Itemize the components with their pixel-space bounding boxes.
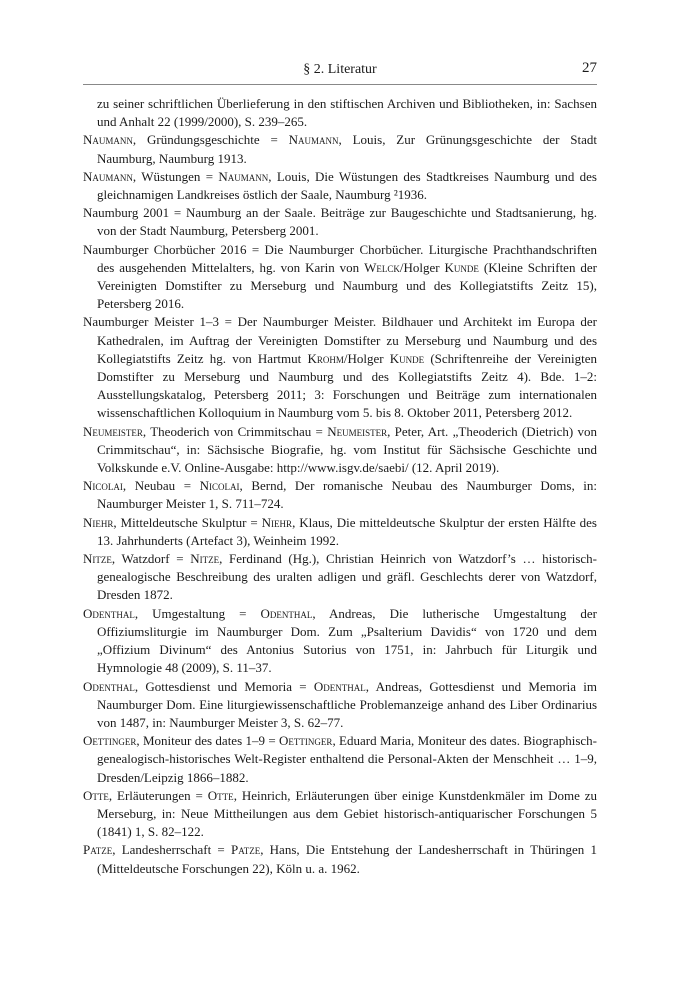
- entry-text: , Mitteldeutsche Skulptur =: [113, 514, 262, 530]
- bibliography-entry: [83, 423, 597, 478]
- entry-text: , Louis, Zur Grünungsgeschichte der Stadt Naumburg, Naumburg 1913.: [97, 132, 597, 166]
- bibliography-entry: [83, 550, 597, 605]
- author-name: Odenthal: [313, 678, 366, 694]
- page-number: 27: [582, 60, 597, 76]
- bibliography-entry: [83, 732, 597, 787]
- bibliography-entry: [83, 95, 597, 131]
- running-header-section: § 2. Literatur: [303, 62, 377, 77]
- author-name: Naumann: [83, 132, 133, 148]
- author-name: Neumeister: [83, 423, 143, 439]
- entry-text: Naumburger Meister 1–3 = Der Naumburger Meister. Bildhauer und Architekt im Europa der Kathedralen, im Auftrag der Vereinigten Domstifter zu Merseburg und Naumburg und des Kollegiatstifts Zeitz hg. von Hartmut: [83, 314, 597, 366]
- entry-text: , Peter, Art. „Theoderich (Dietrich) von Crimmitschau“, in: Sächsische Biografie, hg. vom Institut für Sächsische Geschichte und Volkskunde e.V. Online-Ausgabe: http://www.isgv.de/saebi/ (12. April 2019).: [97, 423, 597, 476]
- bibliography-entry: [83, 841, 597, 877]
- author-name: Patze: [83, 842, 113, 858]
- entry-text: zu seiner schriftlichen Überlieferung in den stiftischen Archiven und Bibliotheken, in: Sachsen und Anhalt 22 (1999/2000), S. 239–265.: [97, 96, 597, 130]
- entry-text: , Ferdinand (Hg.), Christian Heinrich von Watzdorf’s … historisch-genealogische Beschreibung des uralten adligen und gräfl. Geschlechts derer von Watzdorf, Dresden 1872.: [97, 551, 597, 603]
- author-name: Naumann: [218, 168, 269, 184]
- author-name: Oettinger: [83, 733, 137, 749]
- running-header: [83, 60, 597, 82]
- author-name: Kunde: [444, 259, 479, 275]
- entry-text: , Klaus, Die mitteldeutsche Skulptur der ersten Hälfte des 13. Jahrhunderts (Artefact 3), Weinheim 1992.: [97, 514, 597, 548]
- author-name: Odenthal: [83, 605, 135, 621]
- entry-text: , Bernd, Der romanische Neubau des Naumburger Doms, in: Naumburger Meister 1, S. 711–724.: [97, 478, 597, 512]
- author-name: Welck: [364, 259, 400, 275]
- entry-text: Naumburger Chorbücher 2016 = Die Naumburger Chorbücher. Liturgische Prachthandschriften des ausgehenden Mittelalters, hg. von Karin von: [83, 241, 597, 275]
- author-name: Patze: [230, 842, 261, 858]
- bibliography-entry: [83, 204, 597, 240]
- author-name: Otte: [207, 787, 234, 803]
- entry-text: , Landesherrschaft =: [112, 842, 231, 858]
- author-name: Nitze: [190, 551, 220, 567]
- author-name: Niehr: [261, 514, 293, 530]
- entry-text: /Holger: [399, 259, 445, 275]
- entry-text: (Schriftenreihe der Vereinigten Domstifter zu Merseburg und Naumburg und des Kollegiatstifts Zeitz 4). Bde. 1–2: Ausstellungskatalog, Petersberg 2011; 3: Forschungen und Beiträge zum internationalen wissenschaftlichen Kolloquium in Naumburg vom 5. bis 8. Oktober 2011, Petersberg 2012.: [97, 350, 598, 421]
- entry-text: , Moniteur des dates 1–9 =: [136, 733, 280, 749]
- author-name: Oettinger: [279, 733, 333, 749]
- bibliography-entry: [83, 131, 597, 167]
- entry-text: , Hans, Die Entstehung der Landesherrschaft in Thüringen 1 (Mitteldeutsche Forschungen 22), Köln u. a. 1962.: [97, 842, 598, 876]
- entry-text: , Neubau =: [122, 478, 200, 494]
- entry-text: , Louis, Die Wüstungen des Stadtkreises Naumburg und des gleichnamigen Landkreises östlich der Saale, Naumburg ²1936.: [97, 168, 597, 203]
- author-name: Krohm: [307, 350, 344, 366]
- entry-text: , Wüstungen =: [132, 168, 219, 184]
- entry-text: , Heinrich, Erläuterungen über einige Kunstdenkmäler im Dome zu Merseburg, in: Neue Mittheilungen aus dem Gebiet historisch-antiquarischer Forschungen 5 (1841) 1, S. 82–122.: [97, 787, 597, 840]
- entry-text: , Eduard Maria, Moniteur des dates. Biographisch-genealogisch-historisches Welt-Register enthaltend die Personal-Akten der Menschheit … 1–9, Dresden/Leipzig 1866–1882.: [97, 733, 597, 785]
- author-name: Neumeister: [327, 423, 388, 439]
- author-name: Otte: [83, 787, 109, 803]
- bibliography-entry: [83, 313, 597, 422]
- author-name: Odenthal: [260, 605, 313, 621]
- entry-text: (Kleine Schriften der Vereinigten Domstifter zu Merseburg und Naumburg und des Kollegiatstifts Zeitz 15), Petersberg 2016.: [97, 259, 597, 312]
- header-rule: [83, 84, 597, 85]
- author-name: Kunde: [389, 350, 425, 366]
- bibliography-entry: [83, 477, 597, 513]
- entry-text: , Andreas, Die lutherische Umgestaltung der Offiziumsliturgie im Naumburger Dom. Zum „Psalterium Davidis“ von 1720 und dem „Offizium Divinum“ des Antonius Sutorius von 1751, in: Jahrbuch für Liturgik und Hymnologie 48 (2009), S. 11–37.: [97, 605, 597, 676]
- entry-text: /Holger: [343, 350, 390, 366]
- bibliography-entry: [83, 514, 597, 550]
- author-name: Naumann: [288, 132, 339, 148]
- entry-text: , Andreas, Gottesdienst und Memoria im Naumburger Dom. Eine liturgiewissenschaftliche Problemanzeige anhand des Liber Ordinarius von 1487, in: Naumburger Meister 3, S. 62–77.: [97, 678, 598, 730]
- entry-text: , Theoderich von Crimmitschau =: [142, 423, 328, 439]
- bibliography-entry: [83, 605, 597, 678]
- bibliography-entry: [83, 787, 597, 842]
- bibliography-list: [83, 95, 597, 878]
- bibliography-entry: [83, 168, 597, 204]
- author-name: Nicolai: [83, 478, 123, 494]
- entry-text: , Gründungsgeschichte =: [132, 132, 289, 148]
- entry-text: , Gottesdienst und Memoria =: [134, 678, 314, 694]
- author-name: Naumann: [83, 168, 133, 184]
- author-name: Odenthal: [83, 678, 135, 694]
- author-name: Nicolai: [199, 478, 240, 494]
- bibliography-entry: [83, 241, 597, 314]
- entry-text: Naumburg 2001 = Naumburg an der Saale. Beiträge zur Baugeschichte und Stadtsanierung, hg. von der Stadt Naumburg, Petersberg 2001.: [83, 205, 597, 239]
- author-name: Niehr: [83, 514, 114, 530]
- author-name: Nitze: [83, 551, 112, 567]
- entry-text: , Watzdorf =: [111, 551, 191, 567]
- bibliography-entry: [83, 678, 597, 733]
- entry-text: , Umgestaltung =: [134, 605, 261, 621]
- entry-text: , Erläuterungen =: [108, 787, 208, 803]
